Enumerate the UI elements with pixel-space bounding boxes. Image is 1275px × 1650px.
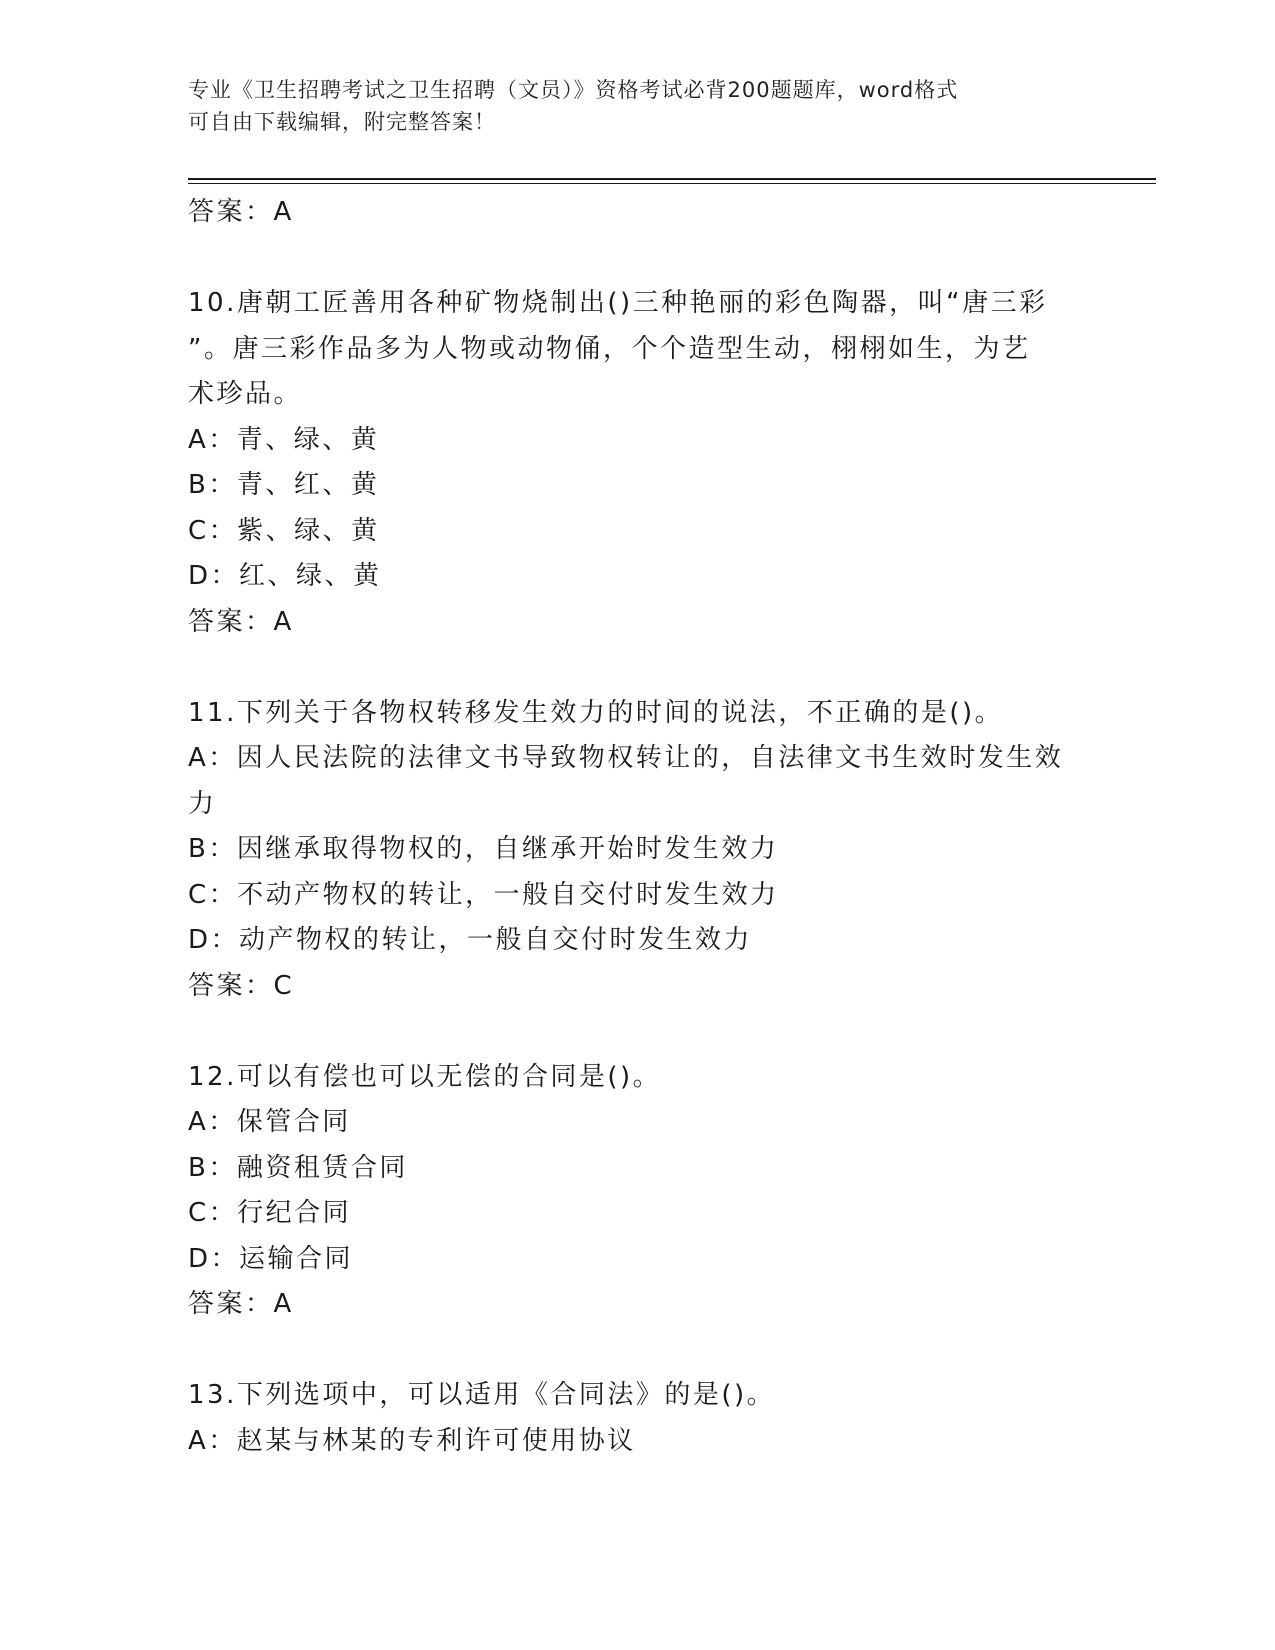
question-text-line: 11.下列关于各物权转移发生效力的时间的说法，不正确的是()。 <box>188 697 1004 728</box>
option-d: D：红、绿、黄 <box>188 561 382 591</box>
header-divider-thin <box>188 183 1156 184</box>
option-a-continued: 力 <box>188 788 217 819</box>
option-c: C：不动产物权的转让，一般自交付时发生效力 <box>188 879 779 910</box>
option-b: B：融资租赁合同 <box>188 1152 408 1183</box>
question-content <box>188 190 1088 1464</box>
option-a: A：因人民法院的法律文书导致物权转让的，自法律文书生效时发生效 <box>188 743 1064 773</box>
option-a: A：保管合同 <box>188 1107 351 1137</box>
spacer <box>188 1009 1088 1055</box>
option-c: C：行纪合同 <box>188 1198 352 1228</box>
option-c: C：紫、绿、黄 <box>188 515 380 546</box>
question-text-line: 13.下列选项中，可以适用《合同法》的是()。 <box>188 1380 776 1410</box>
option-b: B：青、红、黄 <box>188 470 380 500</box>
document-header <box>188 74 1068 138</box>
question-11 <box>188 691 1088 1010</box>
header-line-1: 专业《卫生招聘考试之卫生招聘（文员）》资格考试必背200题题库，word格式 <box>188 78 959 102</box>
spacer <box>188 236 1088 282</box>
option-d: D：运输合同 <box>188 1243 354 1274</box>
spacer <box>188 645 1088 691</box>
option-a: A：青、绿、黄 <box>188 424 380 455</box>
previous-answer: 答案：A <box>188 197 294 227</box>
option-a: A：赵某与林某的专利许可使用协议 <box>188 1425 636 1456</box>
question-13 <box>188 1373 1088 1464</box>
question-text-line: 术珍品。 <box>188 379 303 409</box>
option-b: B：因继承取得物权的，自继承开始时发生效力 <box>188 834 779 864</box>
option-d: D：动产物权的转让，一般自交付时发生效力 <box>188 925 753 955</box>
answer: 答案：A <box>188 606 294 637</box>
question-text-line: ”。唐三彩作品多为人物或动物俑，个个造型生动，栩栩如生，为艺 <box>188 333 1031 364</box>
answer: 答案：A <box>188 1289 294 1319</box>
question-12 <box>188 1055 1088 1328</box>
spacer <box>188 1328 1088 1374</box>
question-text-line: 12.可以有偿也可以无偿的合同是()。 <box>188 1061 662 1092</box>
header-divider-thick <box>188 178 1156 180</box>
question-10 <box>188 281 1088 645</box>
header-line-2: 可自由下载编辑，附完整答案！ <box>188 110 496 134</box>
answer: 答案：C <box>188 970 295 1001</box>
question-text-line: 10.唐朝工匠善用各种矿物烧制出()三种艳丽的彩色陶器，叫“唐三彩 <box>188 288 1048 318</box>
